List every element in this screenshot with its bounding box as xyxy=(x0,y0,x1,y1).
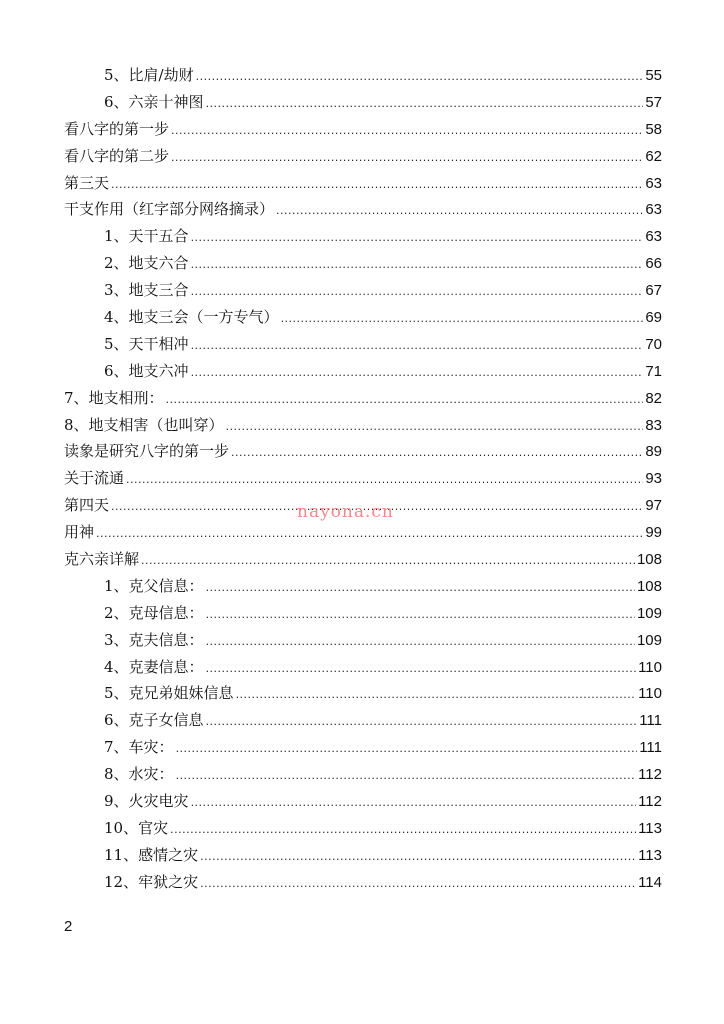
toc-entry-page: 112 xyxy=(638,793,662,811)
dot-leader xyxy=(111,172,643,199)
dot-leader xyxy=(191,225,644,252)
dot-leader xyxy=(206,575,635,602)
toc-entry[interactable] xyxy=(64,546,662,573)
dot-leader xyxy=(171,118,643,145)
toc-entry-number: 2、 xyxy=(104,254,129,273)
toc-entry-title: 读象是研究八字的第一步 xyxy=(64,442,230,461)
toc-entry-title: 看八字的第二步 xyxy=(64,146,170,165)
dot-leader xyxy=(226,414,644,441)
toc-entry[interactable] xyxy=(64,412,662,439)
watermark: nayona.cn xyxy=(297,502,394,522)
toc-entry-number: 1、 xyxy=(104,576,129,595)
toc-entry-number: 2、 xyxy=(104,603,129,622)
dot-leader xyxy=(206,91,644,118)
toc-entry-number: 11、 xyxy=(104,845,139,864)
toc-entry-title: 感情之灾 xyxy=(138,845,199,864)
toc-entry-page: 63 xyxy=(645,201,662,219)
toc-entry-title: 地支三会（一方专气） xyxy=(128,308,279,327)
toc-entry-page: 111 xyxy=(639,739,662,757)
toc-entry-title: 牢狱之灾 xyxy=(138,872,199,891)
toc-entry[interactable] xyxy=(64,573,662,600)
toc-entry-page: 111 xyxy=(639,712,662,730)
toc-entry-number: 5、 xyxy=(104,334,129,353)
dot-leader xyxy=(171,145,643,172)
toc-entry-title: 克父信息： xyxy=(128,576,204,595)
toc-entry-number: 4、 xyxy=(104,657,129,676)
toc-entry-page: 83 xyxy=(645,416,662,434)
dot-leader xyxy=(170,817,636,844)
toc-entry-title: 地支六冲 xyxy=(128,361,189,380)
toc-entry-page: 82 xyxy=(645,389,662,407)
toc-entry[interactable] xyxy=(64,277,662,304)
toc-entry-number: 7、 xyxy=(64,388,89,407)
toc-entry[interactable] xyxy=(64,223,662,250)
toc-entry[interactable] xyxy=(64,62,662,89)
toc-entry-title: 六亲十神图 xyxy=(128,92,204,111)
toc-entry-title: 看八字的第一步 xyxy=(64,119,170,138)
dot-leader xyxy=(276,198,643,225)
toc-entry-title: 克母信息： xyxy=(128,603,204,622)
dot-leader xyxy=(166,387,644,414)
toc-entry-page: 67 xyxy=(645,282,662,300)
toc-entry[interactable] xyxy=(64,304,662,331)
toc-entry-number: 6、 xyxy=(104,92,129,111)
toc-entry-number: 3、 xyxy=(104,630,129,649)
toc-entry-number: 4、 xyxy=(104,308,129,327)
toc-entry-page: 109 xyxy=(636,631,662,649)
toc-entry[interactable] xyxy=(64,331,662,358)
toc-entry-title: 官灾 xyxy=(138,818,169,837)
toc-entry-page: 113 xyxy=(638,819,662,837)
toc-entry-page: 93 xyxy=(645,470,662,488)
dot-leader xyxy=(200,871,636,898)
toc-entry-number: 12、 xyxy=(104,872,139,891)
toc-entry[interactable] xyxy=(64,815,662,842)
toc-entry[interactable] xyxy=(64,385,662,412)
dot-leader xyxy=(206,656,637,683)
toc-entry-title: 克妻信息： xyxy=(128,657,204,676)
toc-entry-page: 70 xyxy=(645,335,662,353)
toc-entry[interactable] xyxy=(64,788,662,815)
toc-entry-title: 比肩/劫财 xyxy=(128,66,194,84)
toc-entry-title: 第四天 xyxy=(64,496,110,515)
toc-entry-page: 63 xyxy=(645,228,662,246)
table-of-contents xyxy=(64,62,662,896)
toc-entry-title: 地支六合 xyxy=(128,254,189,273)
dot-leader xyxy=(96,521,643,548)
toc-entry[interactable] xyxy=(64,680,662,707)
toc-entry-page: 113 xyxy=(638,846,662,864)
toc-entry[interactable] xyxy=(64,116,662,143)
toc-entry[interactable] xyxy=(64,761,662,788)
dot-leader xyxy=(141,548,635,575)
dot-leader xyxy=(196,64,644,91)
dot-leader xyxy=(231,440,643,467)
page-number: 2 xyxy=(64,918,73,935)
toc-entry[interactable] xyxy=(64,654,662,681)
toc-entry-number: 5、 xyxy=(104,66,129,84)
toc-entry-title: 干支作用（红字部分网络摘录） xyxy=(64,200,275,219)
dot-leader xyxy=(236,682,637,709)
toc-entry-page: 108 xyxy=(636,577,662,595)
toc-entry[interactable] xyxy=(64,358,662,385)
toc-entry-page: 108 xyxy=(636,551,662,569)
toc-entry-title: 克六亲详解 xyxy=(64,550,140,569)
toc-entry-title: 天干五合 xyxy=(128,227,189,246)
dot-leader xyxy=(200,844,636,871)
toc-entry-page: 69 xyxy=(645,309,662,327)
toc-entry-number: 8、 xyxy=(64,415,89,434)
toc-entry-title: 天干相冲 xyxy=(128,334,189,353)
dot-leader xyxy=(191,790,637,817)
toc-entry-title: 克夫信息： xyxy=(128,630,204,649)
toc-entry[interactable] xyxy=(64,869,662,896)
toc-entry-page: 63 xyxy=(645,174,662,192)
dot-leader xyxy=(206,709,638,736)
dot-leader xyxy=(176,736,638,763)
toc-entry-title: 火灾电灾 xyxy=(128,792,189,811)
toc-entry-number: 7、 xyxy=(104,738,129,757)
toc-entry-page: 97 xyxy=(645,497,662,515)
toc-entry-number: 6、 xyxy=(104,361,129,380)
toc-entry-title: 车灾： xyxy=(128,738,174,757)
toc-entry-number: 9、 xyxy=(104,792,129,811)
dot-leader xyxy=(206,602,635,629)
toc-entry-title: 关于流通 xyxy=(64,469,125,488)
toc-entry[interactable] xyxy=(64,250,662,277)
toc-entry-title: 地支相害（也叫穿） xyxy=(88,415,224,434)
dot-leader xyxy=(191,279,644,306)
toc-entry-page: 58 xyxy=(645,120,662,138)
toc-entry[interactable] xyxy=(64,89,662,116)
toc-entry-number: 3、 xyxy=(104,281,129,300)
toc-entry-title: 地支三合 xyxy=(128,281,189,300)
toc-entry-title: 克子女信息 xyxy=(128,711,204,730)
toc-entry-page: 110 xyxy=(638,685,662,703)
toc-entry[interactable] xyxy=(64,600,662,627)
toc-entry-title: 克兄弟姐妹信息 xyxy=(128,684,234,703)
toc-entry[interactable] xyxy=(64,143,662,170)
toc-entry-title: 水灾： xyxy=(128,765,174,784)
toc-entry[interactable] xyxy=(64,627,662,654)
dot-leader xyxy=(126,467,643,494)
toc-entry-page: 57 xyxy=(645,93,662,111)
toc-entry-page: 62 xyxy=(645,147,662,165)
toc-entry[interactable] xyxy=(64,734,662,761)
dot-leader xyxy=(206,629,635,656)
toc-entry-number: 8、 xyxy=(104,765,129,784)
toc-entry[interactable] xyxy=(64,196,662,223)
dot-leader xyxy=(191,333,644,360)
toc-entry-page: 109 xyxy=(636,604,662,622)
toc-entry[interactable] xyxy=(64,465,662,492)
toc-entry[interactable] xyxy=(64,438,662,465)
toc-entry[interactable] xyxy=(64,170,662,197)
toc-entry[interactable] xyxy=(64,707,662,734)
toc-entry[interactable] xyxy=(64,519,662,546)
toc-entry-title: 地支相刑： xyxy=(88,388,164,407)
dot-leader xyxy=(191,252,644,279)
toc-entry-number: 5、 xyxy=(104,684,129,703)
dot-leader xyxy=(176,763,637,790)
toc-entry-page: 89 xyxy=(645,443,662,461)
toc-entry-page: 114 xyxy=(638,873,662,891)
toc-entry-page: 99 xyxy=(645,524,662,542)
dot-leader xyxy=(281,306,644,333)
toc-entry-page: 66 xyxy=(645,255,662,273)
toc-entry-page: 112 xyxy=(638,766,662,784)
toc-entry-title: 用神 xyxy=(64,523,95,542)
toc-entry-number: 10、 xyxy=(104,818,139,837)
toc-entry-page: 55 xyxy=(645,67,662,84)
toc-entry-number: 1、 xyxy=(104,227,129,246)
dot-leader xyxy=(191,360,644,387)
toc-entry-number: 6、 xyxy=(104,711,129,730)
toc-entry-page: 110 xyxy=(638,658,662,676)
toc-entry-title: 第三天 xyxy=(64,173,110,192)
toc-entry[interactable] xyxy=(64,842,662,869)
toc-entry-page: 71 xyxy=(645,362,662,380)
